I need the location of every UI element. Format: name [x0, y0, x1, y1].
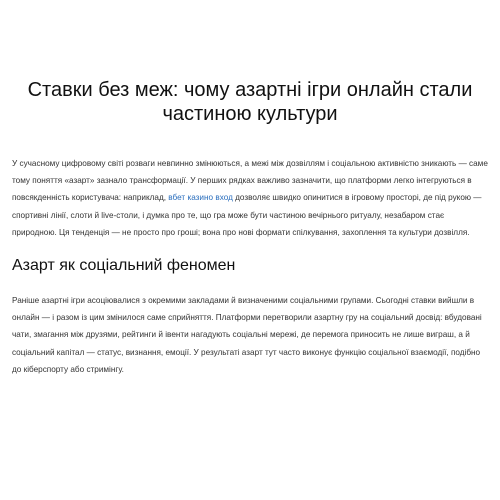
intro-paragraph	[12, 155, 488, 241]
casino-login-link[interactable]: вбет казино вход	[168, 193, 233, 203]
intro-text-after-link: дозволяє швидко опинитися в ігровому просторі, де під рукою — спортивні лінії, слоти й live-столи, і думка про те, що гра може бути частиною вечірнього ритуалу, незабаром стає природною. Ця тенденція — не просто про гроші; вона про нові формати спілкування, захоплення та культури дозвілля.	[12, 193, 482, 237]
section-heading: Азарт як соціальний феномен	[12, 257, 236, 275]
intro-text-before-link: У сучасному цифровому світі розваги невпинно змінюються, а межі між дозвіллям і соціальною активністю зникають — саме тому поняття «азарт» зазнало трансформації. У перших рядках важливо зазначити, що платформи легко інтегруються в повсякденність користувача: наприклад,	[12, 159, 488, 203]
section-paragraph: Раніше азартні ігри асоціювалися з окремими закладами й визначеними соціальними групами. Сьогодні ставки вийшли в онлайн — і разом із цим змінилося саме сприйняття. Платформи перетворили азартну гру на соціальний досвід: вбудовані чати, змагання між друзями, рейтинги й івенти нагадують соціальні мережі, де перемога приносить не лише виграш, а й соціальний капітал — статус, визнання, емоції. У результаті азарт тут часто виконує функцію соціальної взаємодії, подібно до кіберспорту або стримінгу.	[12, 296, 482, 374]
article-title: Ставки без меж: чому азартні ігри онлайн стали частиною культури	[27, 79, 473, 125]
